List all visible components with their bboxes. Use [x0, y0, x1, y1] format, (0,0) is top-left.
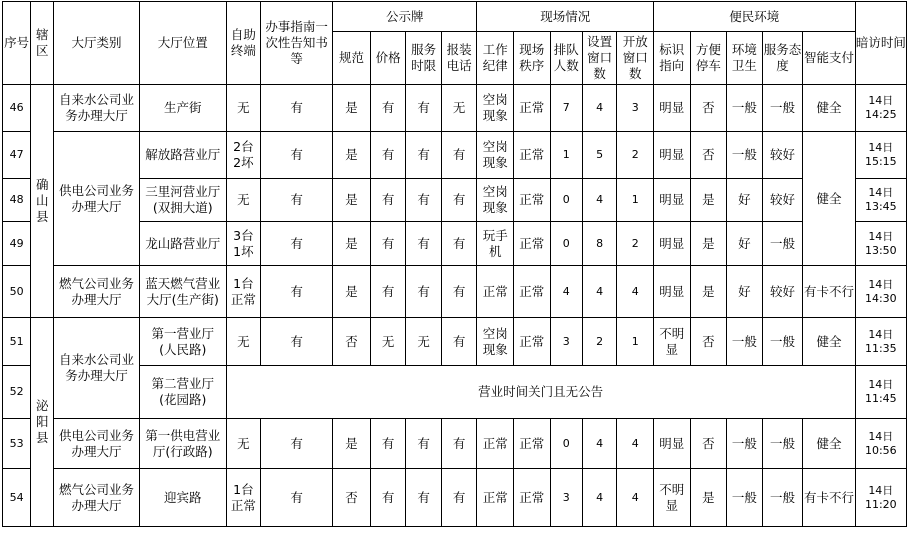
cell-location: 蓝天燃气营业大厅(生产街) — [139, 266, 226, 318]
cell-discipline: 玩手机 — [477, 222, 514, 266]
cell-parking: 否 — [690, 419, 727, 469]
cell-queue: 4 — [550, 266, 582, 318]
cell-time-limit: 有 — [406, 419, 442, 469]
cell-attitude: 较好 — [762, 132, 803, 179]
cell-visit-time: 14日 10:56 — [855, 419, 906, 469]
cell-standard: 是 — [333, 179, 371, 222]
header-hygiene: 环境卫生 — [727, 32, 763, 85]
cell-guide: 有 — [261, 266, 333, 318]
cell-payment: 有卡不行 — [803, 266, 855, 318]
cell-order: 正常 — [513, 85, 550, 132]
table-row — [3, 318, 907, 366]
cell-visit-time: 14日 14:30 — [855, 266, 906, 318]
cell-windows-open: 1 — [617, 179, 654, 222]
cell-seq: 50 — [3, 266, 31, 318]
cell-visit-time: 14日 11:35 — [855, 318, 906, 366]
cell-time-limit: 无 — [406, 318, 442, 366]
cell-queue: 3 — [550, 318, 582, 366]
cell-attitude: 一般 — [762, 419, 803, 469]
cell-hall-type: 供电公司业务办理大厅 — [54, 132, 140, 266]
cell-time-limit: 有 — [406, 132, 442, 179]
cell-sign: 明显 — [653, 132, 690, 179]
cell-phone: 有 — [441, 132, 477, 179]
cell-time-limit: 有 — [406, 266, 442, 318]
cell-standard: 否 — [333, 469, 371, 527]
cell-hall-type: 自来水公司业务办理大厅 — [54, 318, 140, 419]
cell-windows-set: 2 — [582, 318, 616, 366]
cell-visit-time: 14日 15:15 — [855, 132, 906, 179]
cell-phone: 有 — [441, 318, 477, 366]
cell-visit-time: 14日 11:45 — [855, 366, 906, 419]
cell-guide: 有 — [261, 419, 333, 469]
cell-order: 正常 — [513, 266, 550, 318]
cell-order: 正常 — [513, 222, 550, 266]
cell-hygiene: 一般 — [727, 85, 763, 132]
cell-queue: 0 — [550, 419, 582, 469]
cell-queue: 7 — [550, 85, 582, 132]
cell-queue: 0 — [550, 222, 582, 266]
cell-queue: 1 — [550, 132, 582, 179]
cell-order: 正常 — [513, 469, 550, 527]
cell-terminal: 无 — [226, 419, 260, 469]
cell-seq: 48 — [3, 179, 31, 222]
header-time-limit: 服务时限 — [406, 32, 442, 85]
cell-windows-open: 2 — [617, 132, 654, 179]
cell-guide: 有 — [261, 132, 333, 179]
cell-discipline: 正常 — [477, 419, 514, 469]
cell-standard: 是 — [333, 266, 371, 318]
header-parking: 方便停车 — [690, 32, 727, 85]
cell-parking: 是 — [690, 222, 727, 266]
cell-phone: 无 — [441, 85, 477, 132]
cell-queue: 3 — [550, 469, 582, 527]
cell-standard: 是 — [333, 132, 371, 179]
header-hall-type: 大厅类别 — [54, 2, 140, 85]
cell-windows-set: 4 — [582, 266, 616, 318]
cell-windows-set: 4 — [582, 179, 616, 222]
cell-discipline: 空岗现象 — [477, 318, 514, 366]
cell-windows-open: 1 — [617, 318, 654, 366]
cell-sign: 明显 — [653, 222, 690, 266]
cell-price: 有 — [370, 469, 406, 527]
cell-seq: 51 — [3, 318, 31, 366]
header-order: 现场秩序 — [513, 32, 550, 85]
header-seq: 序号 — [3, 2, 31, 85]
cell-order: 正常 — [513, 132, 550, 179]
header-sign: 标识指向 — [653, 32, 690, 85]
cell-guide: 有 — [261, 85, 333, 132]
cell-payment: 健全 — [803, 132, 855, 266]
cell-visit-time: 14日 11:20 — [855, 469, 906, 527]
cell-payment: 健全 — [803, 419, 855, 469]
cell-terminal: 无 — [226, 85, 260, 132]
cell-windows-set: 4 — [582, 469, 616, 527]
cell-guide: 有 — [261, 318, 333, 366]
cell-hygiene: 一般 — [727, 318, 763, 366]
cell-discipline: 空岗现象 — [477, 179, 514, 222]
cell-standard: 是 — [333, 222, 371, 266]
table-row — [3, 266, 907, 318]
cell-time-limit: 有 — [406, 469, 442, 527]
header-payment: 智能支付 — [803, 32, 855, 85]
cell-time-limit: 有 — [406, 85, 442, 132]
cell-windows-open: 4 — [617, 469, 654, 527]
cell-attitude: 一般 — [762, 469, 803, 527]
cell-hygiene: 一般 — [727, 469, 763, 527]
cell-windows-open: 4 — [617, 266, 654, 318]
header-queue: 排队人数 — [550, 32, 582, 85]
cell-seq: 49 — [3, 222, 31, 266]
cell-windows-set: 4 — [582, 85, 616, 132]
cell-phone: 有 — [441, 222, 477, 266]
cell-location: 第二营业厅 (花园路) — [139, 366, 226, 419]
cell-phone: 有 — [441, 179, 477, 222]
cell-price: 有 — [370, 266, 406, 318]
cell-location: 第一供电营业厅(行政路) — [139, 419, 226, 469]
table-row — [3, 85, 907, 132]
cell-location: 迎宾路 — [139, 469, 226, 527]
inspection-table — [2, 1, 907, 527]
cell-hall-type: 供电公司业务办理大厅 — [54, 419, 140, 469]
cell-windows-open: 2 — [617, 222, 654, 266]
header-standard: 规范 — [333, 32, 371, 85]
cell-seq: 52 — [3, 366, 31, 419]
cell-windows-set: 4 — [582, 419, 616, 469]
cell-terminal: 1台 正常 — [226, 266, 260, 318]
cell-sign: 不明显 — [653, 469, 690, 527]
cell-discipline: 正常 — [477, 266, 514, 318]
cell-discipline: 空岗现象 — [477, 132, 514, 179]
cell-visit-time: 14日 13:45 — [855, 179, 906, 222]
cell-price: 有 — [370, 419, 406, 469]
cell-order: 正常 — [513, 419, 550, 469]
cell-seq: 53 — [3, 419, 31, 469]
cell-seq: 54 — [3, 469, 31, 527]
cell-hall-type: 自来水公司业务办理大厅 — [54, 85, 140, 132]
cell-price: 有 — [370, 179, 406, 222]
cell-parking: 是 — [690, 469, 727, 527]
cell-hall-type: 燃气公司业务办理大厅 — [54, 266, 140, 318]
header-phone: 报装电话 — [441, 32, 477, 85]
cell-district: 确山县 — [31, 85, 54, 318]
cell-sign: 明显 — [653, 419, 690, 469]
header-onsite: 现场情况 — [477, 2, 654, 32]
cell-windows-set: 8 — [582, 222, 616, 266]
cell-location: 三里河营业厅(双拥大道) — [139, 179, 226, 222]
cell-hygiene: 好 — [727, 222, 763, 266]
cell-sign: 明显 — [653, 179, 690, 222]
cell-windows-open: 4 — [617, 419, 654, 469]
cell-terminal: 3台 1坏 — [226, 222, 260, 266]
header-district: 辖区 — [31, 2, 54, 85]
cell-closed-note: 营业时间关门且无公告 — [226, 366, 855, 419]
cell-price: 有 — [370, 222, 406, 266]
cell-terminal: 无 — [226, 318, 260, 366]
cell-discipline: 正常 — [477, 469, 514, 527]
header-visit-time: 暗访时间 — [855, 2, 906, 85]
cell-location: 生产街 — [139, 85, 226, 132]
cell-price: 有 — [370, 85, 406, 132]
cell-standard: 否 — [333, 318, 371, 366]
header-self-terminal: 自助终端 — [226, 2, 260, 85]
cell-queue: 0 — [550, 179, 582, 222]
cell-parking: 是 — [690, 179, 727, 222]
cell-attitude: 一般 — [762, 222, 803, 266]
cell-location: 第一营业厅 (人民路) — [139, 318, 226, 366]
cell-seq: 47 — [3, 132, 31, 179]
cell-standard: 是 — [333, 85, 371, 132]
cell-payment: 有卡不行 — [803, 469, 855, 527]
cell-location: 龙山路营业厅 — [139, 222, 226, 266]
cell-phone: 有 — [441, 266, 477, 318]
cell-hygiene: 一般 — [727, 419, 763, 469]
header-price: 价格 — [370, 32, 406, 85]
cell-hygiene: 好 — [727, 179, 763, 222]
cell-attitude: 一般 — [762, 85, 803, 132]
cell-terminal: 1台 正常 — [226, 469, 260, 527]
cell-hall-type: 燃气公司业务办理大厅 — [54, 469, 140, 527]
header-windows-open: 开放窗口数 — [617, 32, 654, 85]
header-windows-set: 设置窗口数 — [582, 32, 616, 85]
cell-guide: 有 — [261, 469, 333, 527]
cell-seq: 46 — [3, 85, 31, 132]
cell-sign: 明显 — [653, 266, 690, 318]
cell-sign: 不明显 — [653, 318, 690, 366]
cell-payment: 健全 — [803, 85, 855, 132]
cell-hygiene: 一般 — [727, 132, 763, 179]
cell-district: 泌阳县 — [31, 318, 54, 527]
cell-visit-time: 14日 14:25 — [855, 85, 906, 132]
cell-parking: 否 — [690, 132, 727, 179]
cell-hygiene: 好 — [727, 266, 763, 318]
cell-price: 无 — [370, 318, 406, 366]
header-hall-location: 大厅位置 — [139, 2, 226, 85]
cell-terminal: 无 — [226, 179, 260, 222]
table-row — [3, 469, 907, 527]
cell-guide: 有 — [261, 179, 333, 222]
cell-attitude: 较好 — [762, 266, 803, 318]
cell-time-limit: 有 — [406, 179, 442, 222]
cell-time-limit: 有 — [406, 222, 442, 266]
cell-phone: 有 — [441, 469, 477, 527]
cell-terminal: 2台 2坏 — [226, 132, 260, 179]
cell-parking: 是 — [690, 266, 727, 318]
header-convenience: 便民环境 — [653, 2, 855, 32]
header-guide: 办事指南一次性告知书等 — [261, 2, 333, 85]
cell-parking: 否 — [690, 318, 727, 366]
header-attitude: 服务态度 — [762, 32, 803, 85]
cell-price: 有 — [370, 132, 406, 179]
cell-windows-open: 3 — [617, 85, 654, 132]
cell-guide: 有 — [261, 222, 333, 266]
table-row — [3, 419, 907, 469]
cell-location: 解放路营业厅 — [139, 132, 226, 179]
header-discipline: 工作纪律 — [477, 32, 514, 85]
cell-payment: 健全 — [803, 318, 855, 366]
cell-attitude: 一般 — [762, 318, 803, 366]
cell-parking: 否 — [690, 85, 727, 132]
cell-windows-set: 5 — [582, 132, 616, 179]
cell-order: 正常 — [513, 179, 550, 222]
cell-visit-time: 14日 13:50 — [855, 222, 906, 266]
table-row — [3, 132, 907, 179]
header-notice-board: 公示牌 — [333, 2, 477, 32]
cell-order: 正常 — [513, 318, 550, 366]
cell-sign: 明显 — [653, 85, 690, 132]
cell-attitude: 较好 — [762, 179, 803, 222]
cell-phone: 有 — [441, 419, 477, 469]
cell-discipline: 空岗现象 — [477, 85, 514, 132]
cell-standard: 是 — [333, 419, 371, 469]
